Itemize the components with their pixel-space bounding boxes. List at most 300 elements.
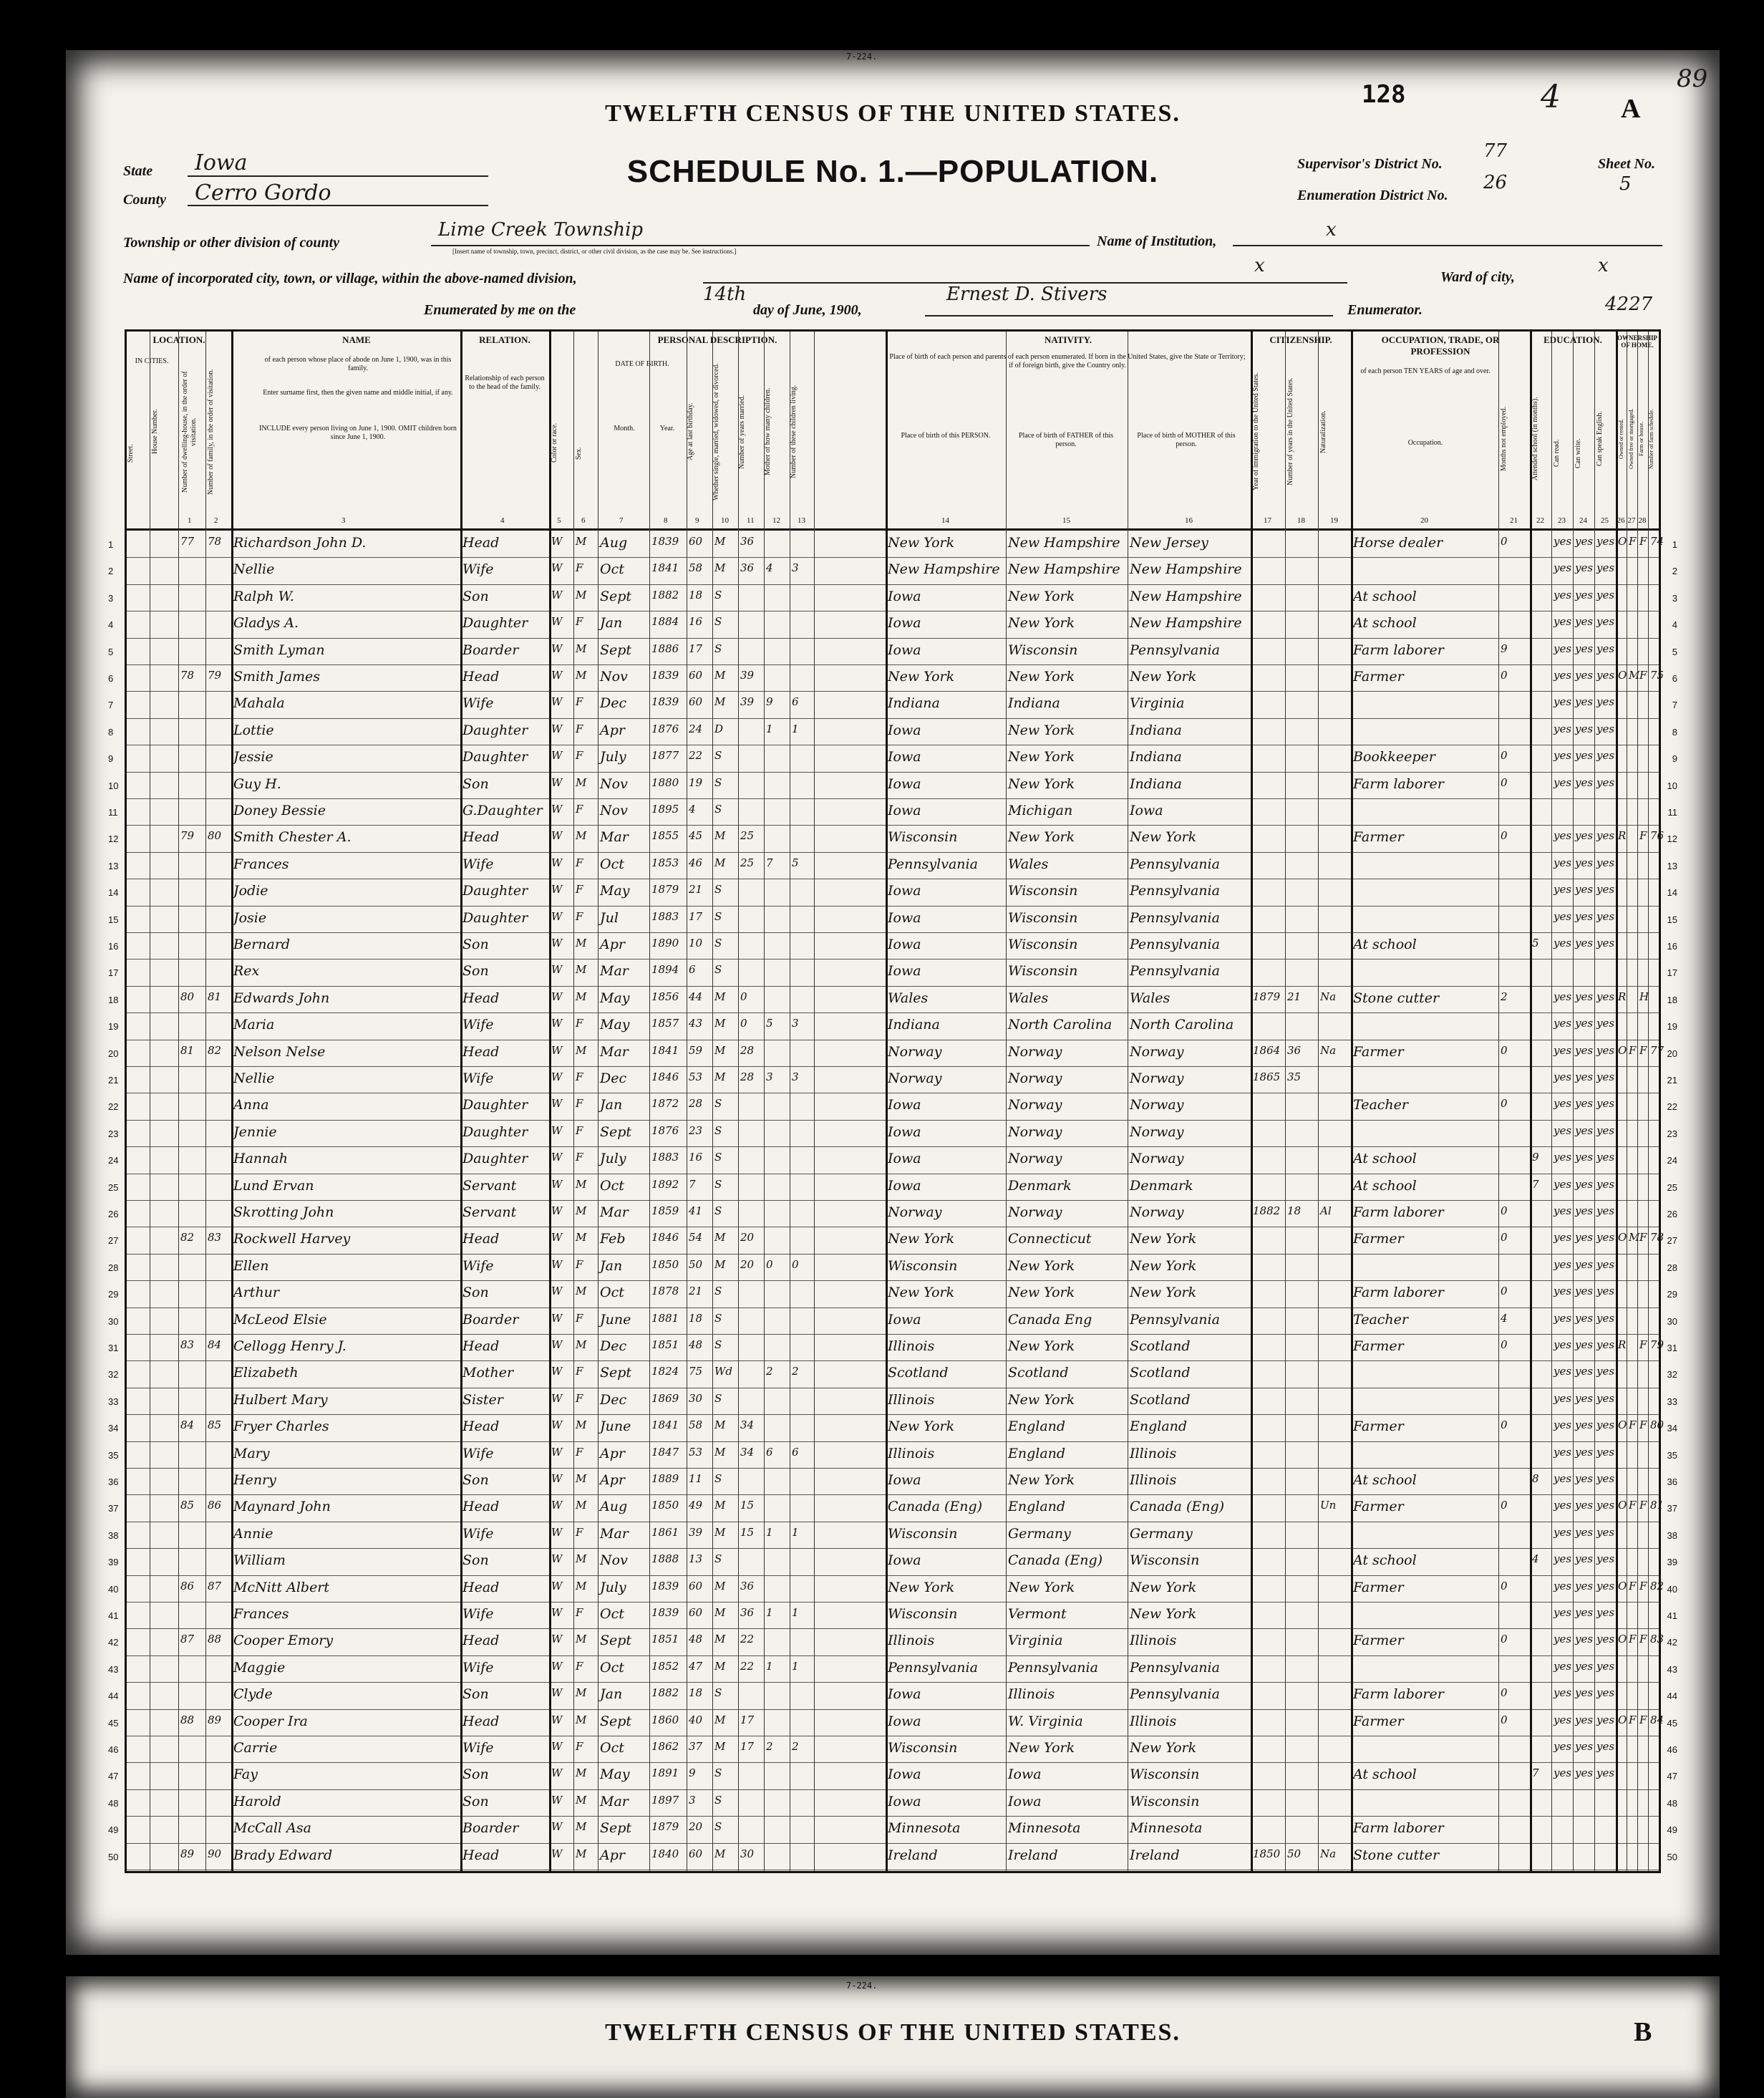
cell-age: 3 xyxy=(689,1793,696,1807)
column-divider xyxy=(1498,332,1499,1871)
cell-mbp: Norway xyxy=(1130,1097,1184,1113)
cell-sex: M xyxy=(576,990,587,1003)
cell-rd: yes xyxy=(1554,990,1572,1003)
cell-bp: Wales xyxy=(888,990,929,1006)
cell-fbp: Minnesota xyxy=(1008,1820,1081,1837)
cell-year: 1839 xyxy=(651,1606,679,1619)
cell-wr: yes xyxy=(1575,1204,1594,1217)
enumerator-rule xyxy=(925,315,1333,316)
cell-ms: S xyxy=(714,1123,722,1137)
cell-month: Sept xyxy=(600,1365,632,1381)
cell-rd: yes xyxy=(1554,775,1572,789)
cell-wr: yes xyxy=(1575,1525,1594,1539)
cell-color: W xyxy=(551,1766,563,1780)
cell-month: Oct xyxy=(600,1740,624,1756)
cell-imm: 1850 xyxy=(1253,1847,1281,1860)
cell-fbp: Virginia xyxy=(1008,1633,1063,1649)
cell-ym: 22 xyxy=(740,1633,755,1646)
cell-name: Smith Lyman xyxy=(233,642,325,658)
cell-mne: 0 xyxy=(1501,1418,1508,1432)
cell-mne: 0 xyxy=(1501,1285,1508,1298)
line-number: 8 xyxy=(1672,726,1677,738)
cell-sp: yes xyxy=(1596,1231,1615,1244)
cell-rd: yes xyxy=(1554,695,1572,709)
cell-name: Jennie xyxy=(233,1123,277,1140)
cell-bp: Wisconsin xyxy=(888,1740,958,1756)
cell-bp: New Hampshire xyxy=(888,561,1000,578)
cell-rel: Daughter xyxy=(462,722,528,738)
cell-occ: Farmer xyxy=(1353,1418,1404,1435)
cell-name: Mahala xyxy=(233,695,285,712)
cell-sp: yes xyxy=(1596,1579,1615,1592)
cell-cl: 3 xyxy=(792,1070,799,1083)
cell-sp: yes xyxy=(1596,1633,1615,1646)
cell-name: Rex xyxy=(233,963,260,980)
cell-sp: yes xyxy=(1596,535,1615,548)
county-rule xyxy=(188,205,488,206)
caption-house-number: House Number. xyxy=(151,409,159,455)
cell-age: 37 xyxy=(689,1740,703,1753)
cell-rel: Wife xyxy=(462,1017,494,1033)
cell-rd: yes xyxy=(1554,1499,1572,1512)
cell-fbp: New York xyxy=(1008,1338,1075,1354)
line-number: 29 xyxy=(108,1289,119,1300)
table-row xyxy=(127,959,1659,986)
cell-own: R xyxy=(1618,1338,1627,1351)
cell-rel: Head xyxy=(462,1231,500,1247)
cell-color: W xyxy=(551,1097,563,1111)
cell-own: O xyxy=(1618,1231,1627,1244)
caption-occupation: Occupation. xyxy=(1407,439,1443,447)
cell-year: 1847 xyxy=(651,1445,679,1459)
cell-mne: 0 xyxy=(1501,1043,1508,1057)
cell-rel: Servant xyxy=(462,1177,517,1194)
cell-bp: Iowa xyxy=(888,1766,921,1783)
cell-bp: Iowa xyxy=(888,1686,921,1703)
cell-bp: Pennsylvania xyxy=(888,1659,978,1676)
cell-sex: M xyxy=(576,1499,587,1512)
table-row xyxy=(127,1066,1659,1093)
cell-month: Aug xyxy=(600,535,628,551)
caption-month: Month. xyxy=(614,425,635,432)
cell-sex: F xyxy=(576,1151,583,1164)
cell-rel: Daughter xyxy=(462,615,528,632)
cell-ms: M xyxy=(714,695,726,709)
table-row xyxy=(127,1120,1659,1147)
cell-month: Apr xyxy=(600,1847,625,1863)
cell-mbp: New York xyxy=(1130,1231,1197,1247)
cell-month: Apr xyxy=(600,1472,625,1488)
cell-bp: New York xyxy=(888,1579,955,1595)
cell-age: 60 xyxy=(689,695,703,709)
cell-ym: 36 xyxy=(740,561,755,575)
cell-month: Oct xyxy=(600,1285,624,1301)
section-occupation: OCCUPATION, TRADE, OR PROFESSION xyxy=(1381,334,1500,357)
ward-label: Ward of city, xyxy=(1440,269,1515,285)
caption-marital: Whether single, married, widowed, or divorced. xyxy=(712,363,720,501)
cell-mbp: New York xyxy=(1130,1606,1197,1622)
cell-cl: 2 xyxy=(792,1740,799,1753)
line-number: 22 xyxy=(1667,1101,1677,1113)
table-row xyxy=(127,1602,1659,1629)
cell-mbp: Pennsylvania xyxy=(1130,963,1220,980)
line-number: 45 xyxy=(108,1717,119,1729)
cell-sch: 5 xyxy=(1532,937,1539,949)
cell-cl: 1 xyxy=(792,1606,799,1619)
cell-ms: M xyxy=(714,1043,726,1057)
cell-rd: yes xyxy=(1554,749,1572,763)
cell-color: W xyxy=(551,1445,563,1459)
table-row xyxy=(127,1468,1659,1495)
cell-name: Arthur xyxy=(233,1285,279,1301)
cell-month: Sept xyxy=(600,1633,632,1649)
cell-rel: G.Daughter xyxy=(462,803,543,818)
cell-sp: yes xyxy=(1596,1311,1615,1325)
cell-fbp: Wisconsin xyxy=(1008,642,1078,658)
cell-sp: yes xyxy=(1596,669,1615,682)
cell-wr: yes xyxy=(1575,588,1594,601)
cell-year: 1846 xyxy=(651,1070,679,1083)
cell-mbp: Indiana xyxy=(1130,722,1182,738)
column-number: 28 xyxy=(1638,516,1647,525)
cell-month: July xyxy=(600,1151,626,1167)
cell-ms: S xyxy=(714,1338,722,1351)
cell-color: W xyxy=(551,1043,563,1057)
cell-rd: yes xyxy=(1554,937,1572,949)
table-row xyxy=(127,1548,1659,1575)
cell-name: Hannah xyxy=(233,1151,288,1167)
cell-sex: F xyxy=(576,615,583,629)
cell-age: 21 xyxy=(689,1285,703,1298)
cell-name: Cooper Emory xyxy=(233,1633,334,1649)
line-number: 25 xyxy=(108,1181,119,1193)
cell-mc: 9 xyxy=(766,695,773,709)
cell-wr: yes xyxy=(1575,1606,1594,1619)
column-divider xyxy=(231,332,233,1871)
table-row xyxy=(127,691,1659,718)
cell-fam: 80 xyxy=(208,829,222,843)
cell-fbp: Pennsylvania xyxy=(1008,1659,1098,1676)
column-divider xyxy=(1551,332,1552,1871)
line-number: 27 xyxy=(1667,1235,1677,1247)
cell-mc: 3 xyxy=(766,1070,773,1083)
table-row xyxy=(127,1522,1659,1549)
cell-name: McNitt Albert xyxy=(233,1579,330,1595)
line-number: 17 xyxy=(108,967,119,979)
cell-fbp: New York xyxy=(1008,588,1075,604)
line-number: 13 xyxy=(1667,860,1677,871)
cell-occ: Farmer xyxy=(1353,1579,1404,1595)
cell-sp: yes xyxy=(1596,1686,1615,1700)
cell-rd: yes xyxy=(1554,1151,1572,1164)
cell-age: 60 xyxy=(689,1606,703,1619)
line-number: 11 xyxy=(1667,807,1677,818)
column-number: 10 xyxy=(721,516,729,525)
line-number: 9 xyxy=(1672,753,1677,765)
cell-wr: yes xyxy=(1575,1499,1594,1512)
line-number: 18 xyxy=(1667,994,1677,1005)
cell-name: Ellen xyxy=(233,1257,269,1274)
cell-ms: D xyxy=(714,722,724,735)
cell-ms: M xyxy=(714,1633,726,1646)
cell-age: 18 xyxy=(689,1311,703,1325)
cell-mbp: Norway xyxy=(1130,1204,1184,1220)
cell-year: 1850 xyxy=(651,1499,679,1512)
cell-month: Jan xyxy=(600,1097,623,1113)
cell-year: 1882 xyxy=(651,1686,679,1700)
cell-month: Nov xyxy=(600,803,628,818)
cell-nat: Na xyxy=(1320,990,1337,1003)
cell-year: 1839 xyxy=(651,669,679,682)
cell-rel: Wife xyxy=(462,695,494,712)
line-number: 26 xyxy=(108,1209,119,1219)
cell-name: Lund Ervan xyxy=(233,1177,314,1194)
cell-wr: yes xyxy=(1575,909,1594,923)
cell-bp: New York xyxy=(888,535,955,551)
column-divider xyxy=(712,332,713,1871)
cell-imm: 1864 xyxy=(1253,1043,1281,1057)
cell-ym: 36 xyxy=(740,535,755,548)
table-row xyxy=(127,745,1659,772)
line-number: 7 xyxy=(1672,700,1677,711)
enumerated-month: day of June, 1900, xyxy=(753,302,862,318)
line-number: 45 xyxy=(1667,1717,1677,1729)
cell-bp: Norway xyxy=(888,1204,942,1220)
cell-age: 40 xyxy=(689,1713,703,1726)
cell-rel: Daughter xyxy=(462,909,528,926)
cell-ms: M xyxy=(714,1257,726,1271)
cell-name: Edwards John xyxy=(233,990,330,1006)
cell-sex: M xyxy=(576,1766,587,1780)
table-row xyxy=(127,1012,1659,1040)
column-divider xyxy=(205,332,206,1871)
cell-fbp: New York xyxy=(1008,1579,1075,1595)
caption-owned-rented: Owned or rented. xyxy=(1618,419,1624,459)
cell-name: Richardson John D. xyxy=(233,535,367,551)
cell-sex: F xyxy=(576,1257,583,1271)
table-row xyxy=(127,1174,1659,1201)
line-number: 31 xyxy=(108,1343,119,1353)
caption-birth-person: Place of birth of this PERSON. xyxy=(901,432,991,440)
cell-wr: yes xyxy=(1575,775,1594,789)
cell-mbp: Virginia xyxy=(1130,695,1185,712)
cell-year: 1883 xyxy=(651,1151,679,1164)
cell-sex: F xyxy=(576,1017,583,1030)
cell-bp: Iowa xyxy=(888,1793,921,1809)
cell-year: 1824 xyxy=(651,1365,679,1378)
cell-bp: New York xyxy=(888,1285,955,1301)
cell-month: May xyxy=(600,990,630,1006)
cell-ms: S xyxy=(714,1177,722,1191)
cell-occ: At school xyxy=(1353,1766,1417,1783)
cell-mbp: North Carolina xyxy=(1130,1017,1234,1033)
census-sheet-b xyxy=(66,1976,1720,2098)
cell-mbp: Pennsylvania xyxy=(1130,909,1220,926)
cell-fs: 80 xyxy=(1650,1418,1664,1432)
cell-year: 1839 xyxy=(651,535,679,548)
column-divider xyxy=(764,332,765,1871)
line-number: 29 xyxy=(1667,1289,1677,1300)
cell-bp: Iowa xyxy=(888,883,921,899)
column-divider xyxy=(460,332,462,1871)
cell-dw: 81 xyxy=(180,1043,195,1057)
cell-mbp: Scotland xyxy=(1130,1338,1191,1354)
cell-wr: yes xyxy=(1575,1177,1594,1191)
cell-fbp: Norway xyxy=(1008,1151,1062,1167)
line-number: 46 xyxy=(108,1744,119,1755)
cell-year: 1857 xyxy=(651,1017,679,1030)
cell-age: 75 xyxy=(689,1365,703,1378)
cell-month: Dec xyxy=(600,1391,627,1408)
cell-month: Oct xyxy=(600,1177,624,1194)
cell-ms: S xyxy=(714,909,722,923)
cell-sp: yes xyxy=(1596,909,1615,923)
line-number: 13 xyxy=(108,860,119,871)
cell-ms: Wd xyxy=(714,1365,733,1378)
cell-fbp: Wales xyxy=(1008,856,1049,872)
line-number: 28 xyxy=(1667,1262,1677,1273)
column-divider xyxy=(573,332,574,1871)
cell-bp: Minnesota xyxy=(888,1820,961,1837)
cell-mbp: New York xyxy=(1130,1285,1197,1301)
cell-dw: 85 xyxy=(180,1499,195,1512)
line-number: 14 xyxy=(1667,887,1677,899)
cell-month: Apr xyxy=(600,722,625,738)
cell-age: 6 xyxy=(689,963,696,977)
cell-year: 1850 xyxy=(651,1257,679,1271)
cell-rd: yes xyxy=(1554,1231,1572,1244)
column-number: 23 xyxy=(1558,516,1566,525)
cell-name: Cellogg Henry J. xyxy=(233,1338,346,1354)
line-number: 23 xyxy=(108,1128,119,1139)
cell-age: 24 xyxy=(689,722,703,735)
cell-mbp: Canada (Eng) xyxy=(1130,1499,1225,1515)
table-row xyxy=(127,825,1664,852)
cell-fm: F xyxy=(1629,1043,1637,1057)
cell-fbp: Wisconsin xyxy=(1008,937,1078,952)
cell-year: 1841 xyxy=(651,561,679,575)
cell-ms: S xyxy=(714,803,722,816)
line-number: 33 xyxy=(108,1396,119,1407)
cell-occ: Farm laborer xyxy=(1353,642,1444,658)
cell-fbp: England xyxy=(1008,1418,1066,1435)
table-row xyxy=(127,986,1659,1013)
enumeration-value: 26 xyxy=(1483,172,1508,193)
cell-wr: yes xyxy=(1575,1231,1594,1244)
cell-mc: 2 xyxy=(766,1365,773,1378)
cell-bp: Indiana xyxy=(888,1017,940,1033)
cell-mne: 0 xyxy=(1501,749,1508,763)
cell-sex: F xyxy=(576,695,583,709)
cell-fh: F xyxy=(1639,669,1647,682)
line-number: 3 xyxy=(1672,592,1677,604)
cell-fbp: Illinois xyxy=(1008,1686,1055,1703)
cell-mne: 0 xyxy=(1501,829,1508,843)
cell-sp: yes xyxy=(1596,1257,1615,1271)
line-number: 32 xyxy=(108,1369,119,1381)
cell-rd: yes xyxy=(1554,1740,1572,1753)
line-number: 10 xyxy=(1667,780,1677,791)
cell-rd: yes xyxy=(1554,669,1572,682)
form-number: 7-224. xyxy=(846,52,878,62)
line-number: 10 xyxy=(108,780,119,791)
cell-sp: yes xyxy=(1596,722,1615,735)
cell-bp: Pennsylvania xyxy=(888,856,978,872)
cell-occ: Farm laborer xyxy=(1353,775,1444,792)
cell-rel: Mother xyxy=(462,1365,514,1381)
cell-rd: yes xyxy=(1554,535,1572,548)
cell-month: Sept xyxy=(600,1123,632,1140)
cell-fbp: Connecticut xyxy=(1008,1231,1092,1247)
cell-month: Nov xyxy=(600,775,628,792)
cell-year: 1891 xyxy=(651,1766,679,1780)
cell-year: 1883 xyxy=(651,909,679,923)
cell-sp: yes xyxy=(1596,615,1615,629)
line-number: 15 xyxy=(108,914,119,925)
cell-rel: Son xyxy=(462,1285,489,1301)
cell-wr: yes xyxy=(1575,1257,1594,1271)
caption-in-cities: IN CITIES. xyxy=(135,357,169,365)
cell-year: 1886 xyxy=(651,642,679,655)
cell-age: 17 xyxy=(689,909,703,923)
cell-sex: M xyxy=(576,937,587,949)
cell-rel: Son xyxy=(462,1793,489,1809)
table-row xyxy=(127,1040,1664,1067)
line-number: 48 xyxy=(1667,1797,1677,1809)
cell-rd: yes xyxy=(1554,1285,1572,1298)
cell-ms: S xyxy=(714,1097,722,1111)
cell-wr: yes xyxy=(1575,722,1594,735)
table-row xyxy=(127,1093,1659,1120)
cell-sp: yes xyxy=(1596,1151,1615,1164)
cell-rel: Daughter xyxy=(462,1123,528,1140)
cell-fbp: New York xyxy=(1008,722,1075,738)
line-number: 36 xyxy=(108,1476,119,1487)
cell-occ: Farmer xyxy=(1353,1633,1404,1649)
cell-rel: Son xyxy=(462,1472,489,1488)
cell-ms: M xyxy=(714,856,726,869)
cell-bp: Illinois xyxy=(888,1391,935,1408)
cell-sex: F xyxy=(576,1525,583,1539)
cell-occ: Farm laborer xyxy=(1353,1820,1444,1837)
cell-mbp: New York xyxy=(1130,829,1197,846)
table-row xyxy=(127,584,1659,611)
cell-year: 1840 xyxy=(651,1847,679,1860)
cell-fbp: New York xyxy=(1008,1472,1075,1488)
cell-cl: 1 xyxy=(792,722,799,735)
cell-rel: Daughter xyxy=(462,1151,528,1167)
cell-sp: yes xyxy=(1596,1499,1615,1512)
line-number: 38 xyxy=(1667,1529,1677,1541)
cell-fbp: North Carolina xyxy=(1008,1017,1113,1033)
table-row xyxy=(127,1280,1659,1307)
cell-ms: S xyxy=(714,1820,722,1834)
column-divider xyxy=(1648,332,1649,1871)
cell-sex: F xyxy=(576,1070,583,1083)
cell-occ: Farm laborer xyxy=(1353,1285,1444,1301)
line-number: 17 xyxy=(1667,967,1677,979)
caption-year: Year. xyxy=(659,425,675,432)
cell-year: 1861 xyxy=(651,1525,679,1539)
cell-sp: yes xyxy=(1596,1552,1615,1566)
cell-ms: S xyxy=(714,775,722,789)
cell-year: 1897 xyxy=(651,1793,679,1807)
cell-fam: 82 xyxy=(208,1043,222,1057)
cell-mne: 0 xyxy=(1501,1097,1508,1111)
cell-fh: F xyxy=(1639,1713,1647,1726)
cell-rel: Son xyxy=(462,775,489,792)
cell-fh: F xyxy=(1639,1499,1647,1512)
